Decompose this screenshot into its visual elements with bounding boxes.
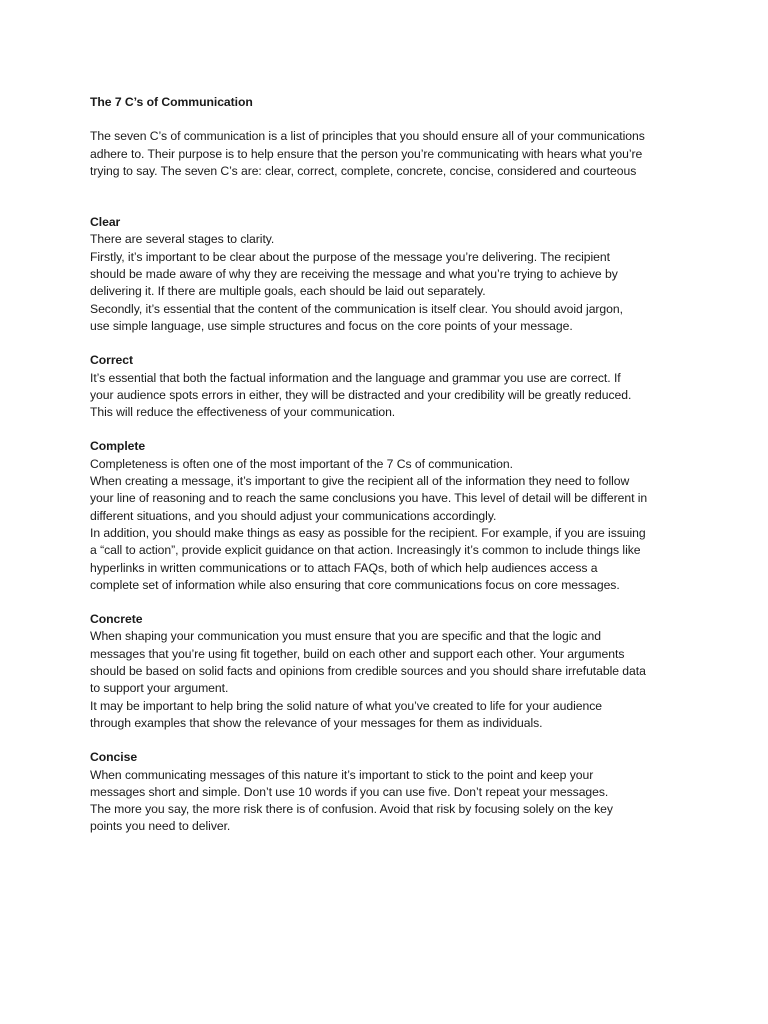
intro-line: trying to say. The seven C’s are: clear, correct, complete, concrete, concise, considered and courteous <box>90 163 637 178</box>
section-line: should be made aware of why they are receiving the message and what you’re trying to achieve by <box>90 267 618 282</box>
section-line: your audience spots errors in either, they will be distracted and your credibility will be greatly reduced. <box>90 387 632 402</box>
section-concrete <box>90 611 690 732</box>
section-correct <box>90 352 690 421</box>
section-line: use simple language, use simple structures and focus on the core points of your message. <box>90 318 573 333</box>
section-line: When creating a message, it’s important to give the recipient all of the information they need to follow <box>90 474 630 489</box>
section-heading-correct: Correct <box>90 353 133 368</box>
section-heading-concrete: Concrete <box>90 612 143 627</box>
section-line: different situations, and you should adjust your communications accordingly. <box>90 508 497 523</box>
section-heading-complete: Complete <box>90 439 146 454</box>
section-line: When communicating messages of this nature it’s important to stick to the point and keep your <box>90 767 594 782</box>
intro-line: adhere to. Their purpose is to help ensure that the person you’re communicating with hears what you’re <box>90 146 643 161</box>
section-line: Firstly, it’s important to be clear about the purpose of the message you’re delivering. The recipient <box>90 249 610 264</box>
section-line: When shaping your communication you must ensure that you are specific and that the logic and <box>90 629 601 644</box>
section-line: messages that you’re using fit together, build on each other and support each other. Your arguments <box>90 646 625 661</box>
section-heading-clear: Clear <box>90 215 121 230</box>
section-line: your line of reasoning and to reach the same conclusions you have. This level of detail will be different in <box>90 491 648 506</box>
intro-paragraph <box>90 128 690 180</box>
section-line: delivering it. If there are multiple goals, each should be laid out separately. <box>90 284 486 299</box>
section-line: complete set of information while also ensuring that core communications focus on core messages. <box>90 577 620 592</box>
section-line: a “call to action”, provide explicit guidance on that action. Increasingly it’s common to include things like <box>90 543 641 558</box>
section-line: hyperlinks in written communications or to attach FAQs, both of which help audiences access a <box>90 560 598 575</box>
section-line: Completeness is often one of the most important of the 7 Cs of communication. <box>90 456 513 471</box>
section-concise <box>90 749 690 835</box>
section-line: The more you say, the more risk there is of confusion. Avoid that risk by focusing solely on the key <box>90 802 613 817</box>
section-line: There are several stages to clarity. <box>90 232 275 247</box>
document-body <box>90 94 690 853</box>
section-line: It’s essential that both the factual information and the language and grammar you use are correct. If <box>90 370 621 385</box>
section-line: messages short and simple. Don’t use 10 words if you can use five. Don’t repeat your messages. <box>90 784 609 799</box>
section-line: should be based on solid facts and opinions from credible sources and you should share irrefutable data <box>90 664 646 679</box>
section-clear <box>90 214 690 335</box>
document-title: The 7 C’s of Communication <box>90 95 253 109</box>
section-line: points you need to deliver. <box>90 819 231 834</box>
section-line: through examples that show the relevance of your messages for them as individuals. <box>90 715 543 730</box>
section-complete <box>90 438 690 594</box>
intro-line: The seven C’s of communication is a list of principles that you should ensure all of your communications <box>90 129 645 144</box>
section-line: In addition, you should make things as easy as possible for the recipient. For example, if you are issuing <box>90 525 646 540</box>
section-line: Secondly, it’s essential that the content of the communication is itself clear. You should avoid jargon, <box>90 301 623 316</box>
section-line: It may be important to help bring the solid nature of what you’ve created to life for your audience <box>90 698 602 713</box>
section-heading-concise: Concise <box>90 750 138 765</box>
section-line: to support your argument. <box>90 681 229 696</box>
section-line: This will reduce the effectiveness of your communication. <box>90 405 396 420</box>
